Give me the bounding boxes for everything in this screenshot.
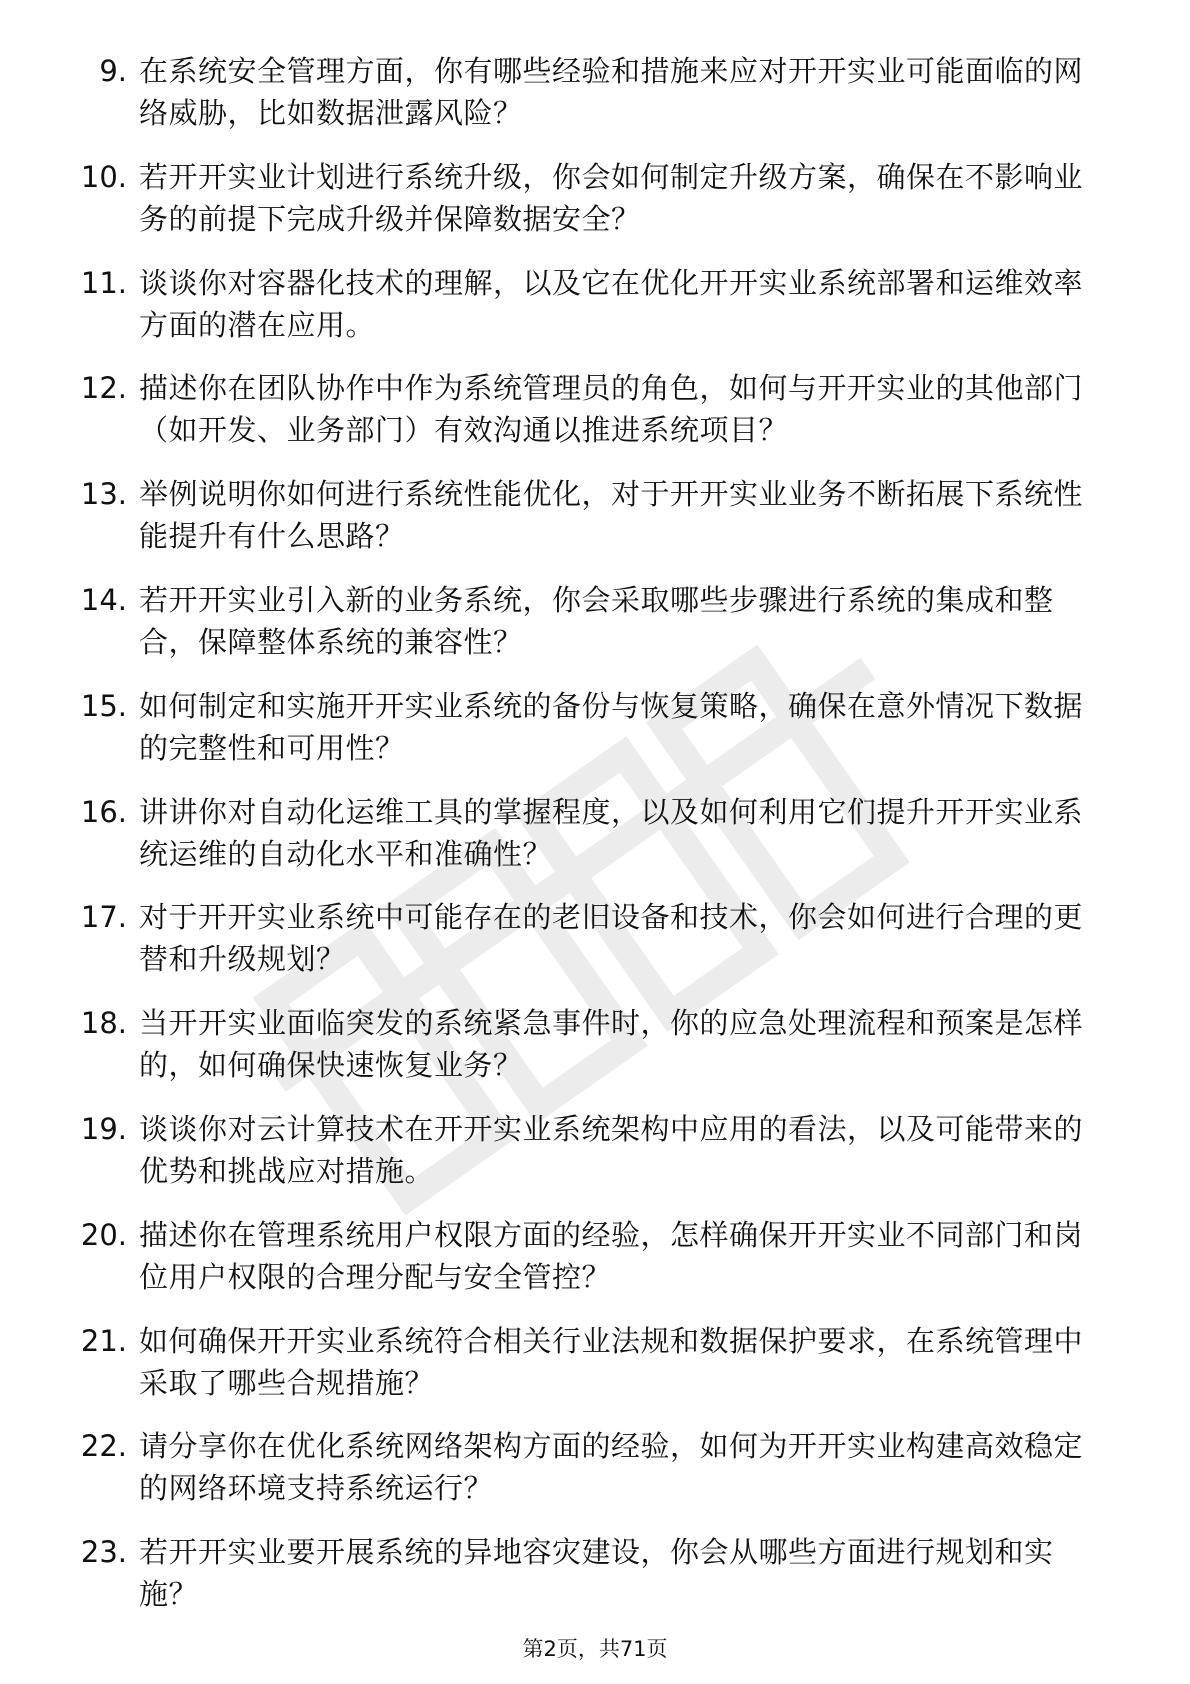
question-text: 对于开开实业系统中可能存在的老旧设备和技术，你会如何进行合理的更替和升级规划？ — [139, 900, 1084, 977]
question-item — [55, 1425, 1105, 1509]
question-item — [55, 156, 1105, 240]
question-item — [55, 262, 1105, 346]
question-text: 在系统安全管理方面，你有哪些经验和措施来应对开开实业可能面临的网络威胁，比如数据泄露风险？ — [139, 54, 1084, 130]
question-item — [55, 896, 1105, 980]
question-item — [55, 367, 1105, 451]
question-text: 如何确保开开实业系统符合相关行业法规和数据保护要求，在系统管理中采取了哪些合规措施？ — [139, 1323, 1084, 1400]
question-text: 请分享你在优化系统网络架构方面的经验，如何为开开实业构建高效稳定的网络环境支持系统运行？ — [139, 1429, 1084, 1506]
question-text: 若开开实业计划进行系统升级，你会如何制定升级方案，确保在不影响业务的前提下完成升级并保障数据安全？ — [139, 159, 1084, 236]
question-text: 若开开实业要开展系统的异地容灾建设，你会从哪些方面进行规划和实施？ — [139, 1535, 1054, 1612]
question-number: 23. — [80, 1535, 127, 1570]
question-item — [55, 1108, 1105, 1192]
question-item — [55, 473, 1105, 557]
question-text: 当开开实业面临突发的系统紧急事件时，你的应急处理流程和预案是怎样的，如何确保快速恢复业务？ — [139, 1006, 1084, 1083]
question-text: 如何制定和实施开开实业系统的备份与恢复策略，确保在意外情况下数据的完整性和可用性？ — [139, 688, 1084, 765]
question-number: 12. — [80, 371, 127, 406]
question-number: 11. — [80, 265, 127, 300]
question-text: 若开开实业引入新的业务系统，你会采取哪些步骤进行系统的集成和整合，保障整体系统的兼容性？ — [139, 582, 1054, 659]
question-number: 20. — [80, 1217, 127, 1252]
question-number: 17. — [80, 900, 127, 935]
question-number: 19. — [80, 1111, 127, 1146]
page-number-label: 第2页，共71页 — [522, 1637, 668, 1661]
question-item — [55, 50, 1105, 134]
question-list — [55, 50, 1105, 1637]
page-footer — [0, 1633, 1190, 1663]
question-item — [55, 791, 1105, 875]
question-text: 举例说明你如何进行系统性能优化，对于开开实业业务不断拓展下系统性能提升有什么思路？ — [139, 477, 1084, 554]
question-number: 13. — [80, 477, 127, 512]
question-item — [55, 579, 1105, 663]
question-number: 14. — [80, 582, 127, 617]
question-item — [55, 685, 1105, 769]
question-number: 22. — [80, 1429, 127, 1464]
question-text: 描述你在管理系统用户权限方面的经验，怎样确保开开实业不同部门和岗位用户权限的合理分配与安全管控？ — [139, 1217, 1084, 1294]
question-number: 15. — [80, 688, 127, 723]
question-item — [55, 1531, 1105, 1615]
question-text: 谈谈你对容器化技术的理解，以及它在优化开开实业系统部署和运维效率方面的潜在应用。 — [139, 265, 1084, 342]
question-text: 讲讲你对自动化运维工具的掌握程度，以及如何利用它们提升开开实业系统运维的自动化水平和准确性？ — [139, 794, 1084, 871]
question-number: 16. — [80, 794, 127, 829]
question-item — [55, 1214, 1105, 1298]
question-number: 10. — [80, 159, 127, 194]
question-text: 谈谈你对云计算技术在开开实业系统架构中应用的看法，以及可能带来的优势和挑战应对措施。 — [139, 1111, 1084, 1188]
question-number: 18. — [80, 1006, 127, 1041]
question-item — [55, 1002, 1105, 1086]
question-item — [55, 1320, 1105, 1404]
question-number: 9. — [99, 54, 127, 88]
question-number: 21. — [80, 1323, 127, 1358]
question-text: 描述你在团队协作中作为系统管理员的角色，如何与开开实业的其他部门（如开发、业务部门）有效沟通以推进系统项目？ — [139, 371, 1084, 448]
